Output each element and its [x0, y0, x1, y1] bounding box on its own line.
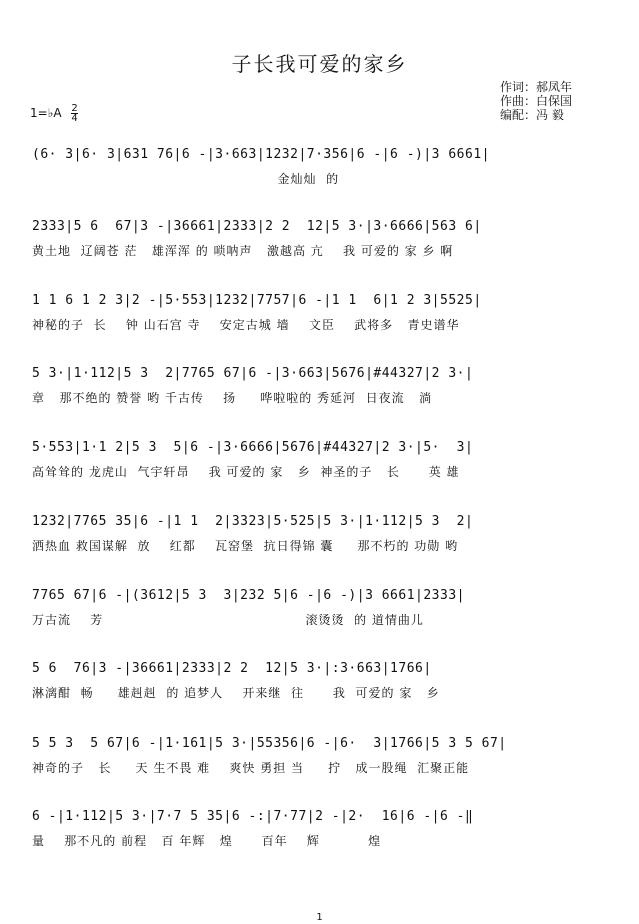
notation-line: 5 3·|1·112|5 3 2|7765 67|6 -|3·663|5676|#44327|2 3·|: [32, 366, 474, 381]
lyricist-credit: 作词：郝凤年: [500, 80, 573, 94]
lyric-line: 黄土地 辽阔苍 茫 雄浑浑 的 唢呐声 激越高 亢 我 可爱的 家 乡 啊: [32, 244, 454, 258]
arranger-credit: 编配：冯 毅: [500, 108, 564, 122]
lyric-line: 章 那不绝的 赞誉 哟 千古传 扬 哗啦啦的 秀延河 日夜流 淌: [32, 391, 433, 405]
lyric-line: 量 那不凡的 前程 百 年辉 煌 百年 辉 煌: [32, 834, 382, 848]
composer-credit: 作曲：白保国: [500, 94, 573, 108]
lyric-line: 神秘的子 长 钟 山石宫 寺 安定古城 墙 文臣 武将多 青史谱华: [32, 318, 460, 332]
notation-line: (6· 3|6· 3|631 76|6 -|3·663|1232|7·356|6 -|6 -)|3 6661|: [32, 147, 490, 162]
notation-line: 5 5 3 5 67|6 -|1·161|5 3·|55356|6 -|6· 3|1766|5 3 5 67|: [32, 736, 507, 751]
notation-line: 2333|5 6 67|3 -|36661|2333|2 2 12|5 3·|3·6666|563 6|: [32, 219, 482, 234]
lyric-line: 淋漓酣 畅 雄赳赳 的 追梦人 开来继 往 我 可爱的 家 乡: [32, 686, 440, 700]
lyric-line: 高耸耸的 龙虎山 气宇轩昂 我 可爱的 家 乡 神圣的子 长 英 雄: [32, 465, 460, 479]
time-signature: [71, 104, 77, 123]
notation-line: 7765 67|6 -|(3612|5 3 3|232 5|6 -|6 -)|3 6661|2333|: [32, 588, 465, 603]
lyric-line: 金灿灿 的: [32, 172, 340, 186]
page-number: 1: [316, 912, 323, 923]
time-signature-bottom: 4: [71, 113, 78, 124]
notation-line: 1 1 6 1 2 3|2 -|5·553|1232|7757|6 -|1 1 6|1 2 3|5525|: [32, 293, 482, 308]
notation-line: 5·553|1·1 2|5 3 5|6 -|3·6666|5676|#44327|2 3·|5· 3|: [32, 440, 474, 455]
lyric-line: 洒热血 救国谋解 放 红都 瓦窑堡 抗日得锦 囊 那不朽的 功勋 哟: [32, 539, 459, 553]
time-signature-top: 2: [71, 103, 78, 114]
song-title: 子长我可爱的家乡: [231, 52, 408, 76]
notation-line: 5 6 76|3 -|36661|2333|2 2 12|5 3·|:3·663|1766|: [32, 661, 432, 676]
lyric-line: 万古流 芳 滚烫烫 的 道情曲儿: [32, 613, 424, 627]
credits: [500, 80, 572, 122]
notation-line: 6 -|1·112|5 3·|7·7 5 35|6 -:|7·77|2 -|2· 16|6 -|6 -‖: [32, 809, 474, 824]
lyric-line: 神奇的子 长 天 生不畏 难 爽快 勇担 当 拧 成一股绳 汇聚正能: [32, 761, 470, 775]
notation-line: 1232|7765 35|6 -|1 1 2|3323|5·525|5 3·|1·112|5 3 2|: [32, 514, 474, 529]
key-label: 1=♭A: [30, 106, 62, 120]
key-signature: [30, 104, 78, 123]
